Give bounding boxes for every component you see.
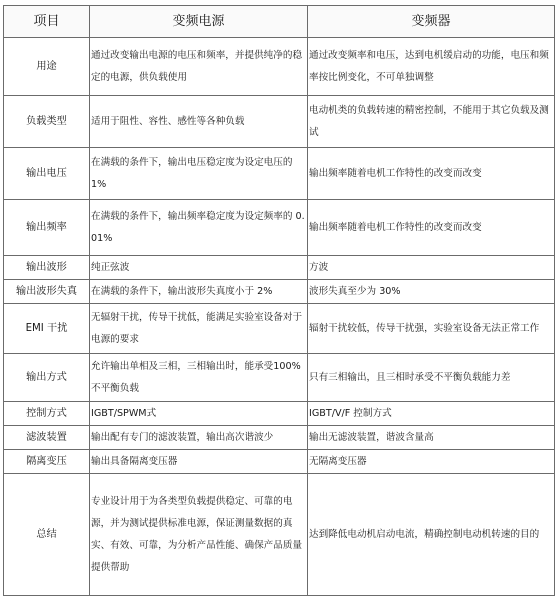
row-item: 隔离变压 — [4, 450, 90, 474]
inverter-cell: 达到降低电动机启动电流，精确控制电动机转速的目的 — [308, 474, 555, 596]
row-item: 总结 — [4, 474, 90, 596]
power-supply-cell: 专业设计用于为各类型负载提供稳定、可靠的电源，并为测试提供标准电源，保证测量数据的真实、有效、可靠，为分析产品性能、确保产品质量提供帮助 — [90, 474, 308, 596]
row-item: 负载类型 — [4, 96, 90, 148]
row-item: 输出波形失真 — [4, 280, 90, 304]
table-row — [4, 256, 555, 280]
inverter-cell: 无隔离变压器 — [308, 450, 555, 474]
power-supply-cell: 适用于阻性、容性、感性等各种负载 — [90, 96, 308, 148]
table-row — [4, 200, 555, 256]
table-row — [4, 474, 555, 596]
inverter-cell: 输出无滤波装置，谐波含量高 — [308, 426, 555, 450]
row-item: 控制方式 — [4, 402, 90, 426]
table-row — [4, 38, 555, 96]
table-row — [4, 280, 555, 304]
power-supply-cell: 在满载的条件下，输出波形失真度小于 2% — [90, 280, 308, 304]
row-item: 用途 — [4, 38, 90, 96]
row-item: 滤波装置 — [4, 426, 90, 450]
inverter-cell: 方波 — [308, 256, 555, 280]
header-power-supply: 变频电源 — [90, 6, 308, 38]
table-row — [4, 354, 555, 402]
power-supply-cell: 允许输出单相及三相，三相输出时，能承受100%不平衡负载 — [90, 354, 308, 402]
inverter-cell: 电动机类的负载转速的精密控制，不能用于其它负载及测试 — [308, 96, 555, 148]
header-inverter: 变频器 — [308, 6, 555, 38]
power-supply-cell: 在满载的条件下，输出频率稳定度为设定频率的 0.01% — [90, 200, 308, 256]
power-supply-cell: 无辐射干扰，传导干扰低，能满足实验室设备对于电源的要求 — [90, 304, 308, 354]
table-row — [4, 304, 555, 354]
power-supply-cell: 输出具备隔离变压器 — [90, 450, 308, 474]
power-supply-cell: 输出配有专门的滤波装置，输出高次谐波少 — [90, 426, 308, 450]
table-row — [4, 148, 555, 200]
row-item: EMI 干扰 — [4, 304, 90, 354]
table-row — [4, 96, 555, 148]
table-row — [4, 402, 555, 426]
row-item: 输出方式 — [4, 354, 90, 402]
inverter-cell: IGBT/V/F 控制方式 — [308, 402, 555, 426]
inverter-cell: 输出频率随着电机工作特性的改变而改变 — [308, 148, 555, 200]
header-item: 项目 — [4, 6, 90, 38]
power-supply-cell: 在满载的条件下，输出电压稳定度为设定电压的 1% — [90, 148, 308, 200]
row-item: 输出波形 — [4, 256, 90, 280]
inverter-cell: 只有三相输出，且三相时承受不平衡负载能力差 — [308, 354, 555, 402]
header-row — [4, 6, 555, 38]
inverter-cell: 通过改变频率和电压，达到电机缓启动的功能，电压和频率按比例变化，不可单独调整 — [308, 38, 555, 96]
power-supply-cell: 通过改变输出电源的电压和频率，并提供纯净的稳定的电源，供负载使用 — [90, 38, 308, 96]
power-supply-cell: 纯正弦波 — [90, 256, 308, 280]
row-item: 输出频率 — [4, 200, 90, 256]
inverter-cell: 波形失真至少为 30% — [308, 280, 555, 304]
comparison-table — [3, 5, 555, 596]
inverter-cell: 输出频率随着电机工作特性的改变而改变 — [308, 200, 555, 256]
inverter-cell: 辐射干扰较低，传导干扰强，实验室设备无法正常工作 — [308, 304, 555, 354]
table-row — [4, 426, 555, 450]
power-supply-cell: IGBT/SPWM式 — [90, 402, 308, 426]
row-item: 输出电压 — [4, 148, 90, 200]
table-row — [4, 450, 555, 474]
